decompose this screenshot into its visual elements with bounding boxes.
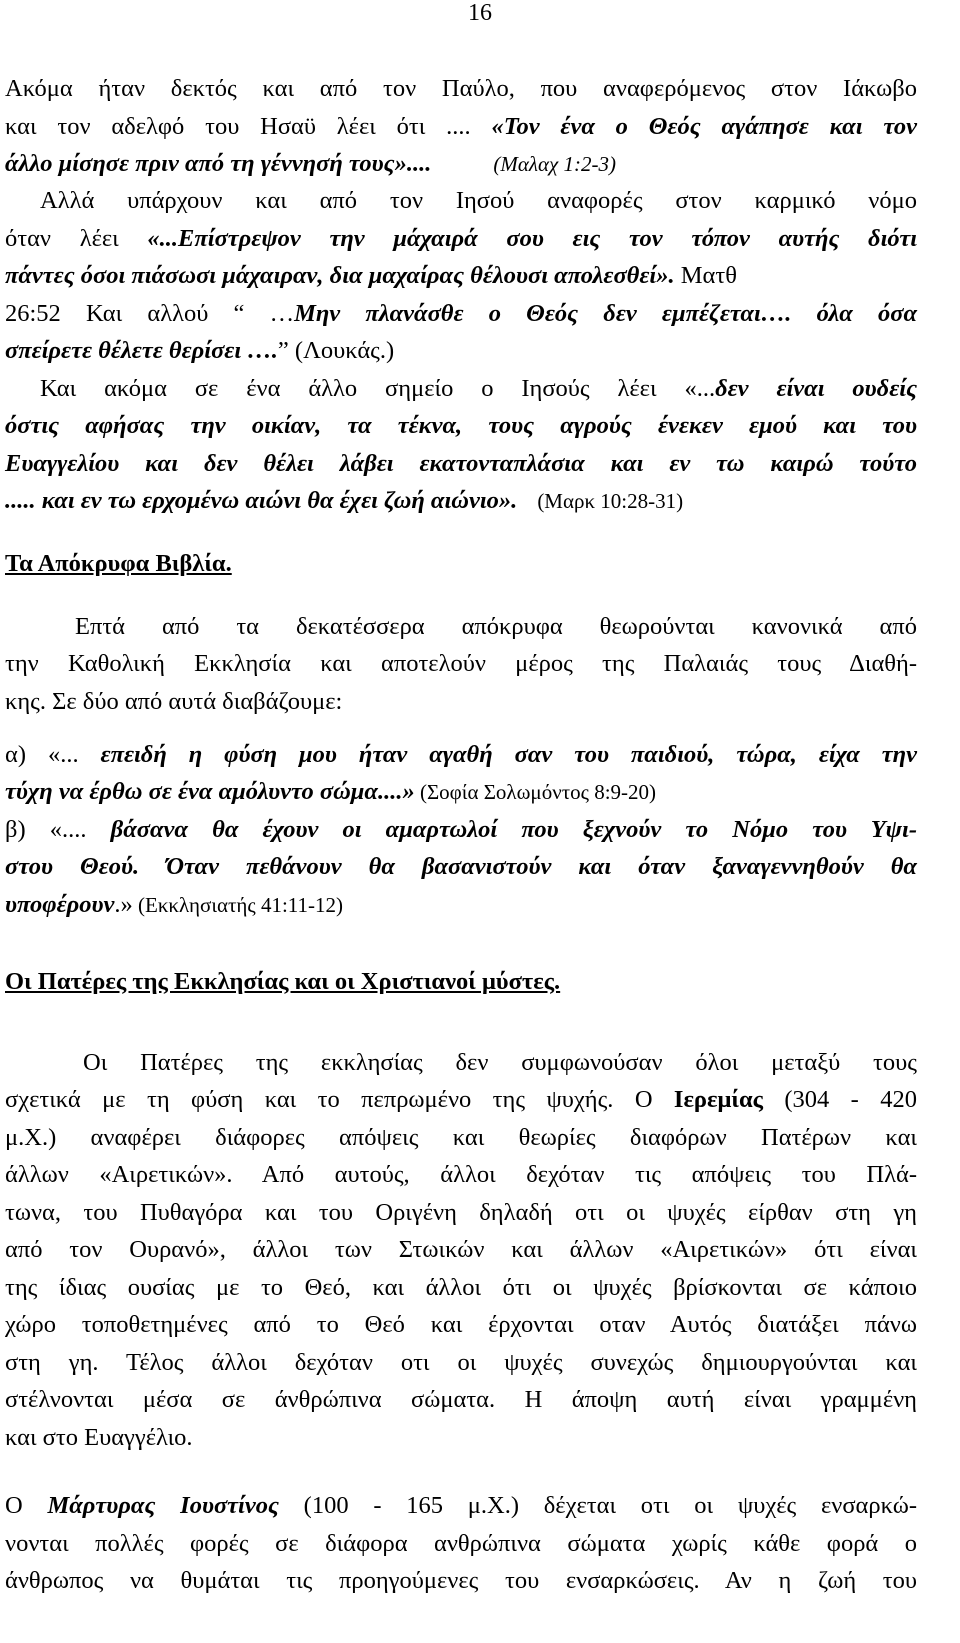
paragraph-line: άλλο μίσησε πριν από τη γέννησή τους».... (Μαλαχ 1:2-3) — [5, 150, 616, 177]
paragraph-line: πάντες όσοι πιάσωσι μάχαιραν, δια μαχαίρας θέλουσι απολεσθεί». Ματθ — [5, 262, 737, 289]
section-heading: Τα Απόκρυφα Βιβλία. — [5, 550, 232, 577]
quote-line: τύχη να έρθω σε ένα αμόλυντο σώμα....» (Σοφία Σολωμόντος 8:9-20) — [5, 778, 657, 805]
paragraph-line: σπείρετε θέλετε θερίσει ….” (Λουκάς.) — [5, 337, 395, 364]
page-number: 16 — [468, 0, 492, 26]
paragraph-line: και τον αδελφό του Ησαϋ λέει ότι .... «Τον ένα ο Θεός αγάπησε και τον — [5, 113, 917, 140]
paragraph-line: Ο Μάρτυρας Ιουστίνος (100 - 165 μ.Χ.) δέχεται οτι οι ψυχές ενσαρκώ- — [5, 1492, 918, 1519]
paragraph-line: άνθρωπος να θυμάται τις προηγούμενες του ενσαρκώσεις. Αν η ζωή του — [5, 1567, 917, 1594]
paragraph-line: Αλλά υπάρχουν και από τον Ιησού αναφορές στον καρμικό νόμο — [40, 187, 917, 214]
paragraph-line: κης. Σε δύο από αυτά διαβάζουμε: — [5, 688, 343, 715]
paragraph-line: όταν λέει «...Επίστρεψον την μάχαιρά σου εις τον τόπον αυτής διότι — [5, 225, 917, 252]
paragraph-line: στέλνονται μέσα σε άνθρώπινα σώματα. Η άποψη αυτή είναι γραμμένη — [5, 1386, 917, 1413]
paragraph-line: όστις αφήσας την οικίαν, τα τέκνα, τους αγρούς ένεκεν εμού και του — [5, 412, 917, 439]
paragraph-line: την Καθολική Εκκλησία και αποτελούν μέρος της Παλαιάς τους Διαθή- — [5, 650, 917, 677]
paragraph-line: της ίδιας ουσίας με το Θεό, και άλλοι ότι οι ψυχές βρίσκονται σε κάποιο — [5, 1274, 917, 1301]
paragraph-line: 26:52 Και αλλού “ …Μην πλανάσθε ο Θεός δεν εμπέζεται…. όλα όσα — [5, 300, 917, 327]
quote-line: α) «... επειδή η φύση μου ήταν αγαθή σαν του παιδιού, τώρα, είχα την — [5, 741, 917, 768]
paragraph-line: Οι Πατέρες της εκκλησίας δεν συμφωνούσαν όλοι μεταξύ τους — [83, 1049, 917, 1076]
paragraph-line: Επτά από τα δεκατέσσερα απόκρυφα θεωρούνται κανονικά από — [75, 613, 917, 640]
paragraph-line: στη γη. Τέλος άλλοι δεχόταν οτι οι ψυχές συνεχώς δημιουργούνται και — [5, 1349, 917, 1376]
paragraph-line: Και ακόμα σε ένα άλλο σημείο ο Ιησούς λέει «...δεν είναι ουδείς — [40, 375, 917, 402]
paragraph-line: νονται πολλές φορές σε διάφορα ανθρώπινα σώματα χωρίς κάθε φορά ο — [5, 1530, 917, 1557]
paragraph-line: χώρο τοποθετημένες από το Θεό και έρχονται οταν Αυτός διατάξει πάνω — [5, 1311, 917, 1338]
quote-line: β) «.... βάσανα θα έχουν οι αμαρτωλοί που ξεχνούν το Νόμο του Υψι- — [5, 816, 918, 843]
paragraph-line: και στο Ευαγγέλιο. — [5, 1424, 193, 1451]
paragraph-line: τωνα, του Πυθαγόρα και του Οριγένη δηλαδή οτι οι ψυχές είρθαν στη γη — [5, 1199, 917, 1226]
paragraph-line: από τον Ουρανό», άλλοι των Στωικών και άλλων «Αιρετικών» ότι είναι — [5, 1236, 917, 1263]
paragraph-line: ..... και εν τω ερχομένω αιώνι θα έχει ζωή αιώνιο». (Μαρκ 10:28-31) — [5, 487, 684, 514]
quote-line: στου Θεού. Όταν πεθάνουν θα βασανιστούν και όταν ξαναγεννηθούν θα — [5, 853, 917, 880]
paragraph-line: Ακόμα ήταν δεκτός και από τον Παύλο, που αναφερόμενος στον Ιάκωβο — [5, 75, 917, 102]
paragraph-line: άλλων «Αιρετικών». Από αυτούς, άλλοι δεχόταν τις απόψεις του Πλά- — [5, 1161, 917, 1188]
section-heading: Οι Πατέρες της Εκκλησίας και οι Χριστιανοί μύστες. — [5, 968, 561, 995]
paragraph-line: Ευαγγελίου και δεν θέλει λάβει εκατονταπλάσια και εν τω καιρώ τούτο — [5, 450, 917, 477]
paragraph-line: μ.Χ.) αναφέρει διάφορες απόψεις και θεωρίες διαφόρων Πατέρων και — [5, 1124, 917, 1151]
quote-line: υποφέρουν.» (Εκκλησιατής 41:11-12) — [5, 891, 343, 918]
paragraph-line: σχετικά με τη φύση και το πεπρωμένο της ψυχής. Ο Ιερεμίας (304 - 420 — [5, 1086, 917, 1113]
